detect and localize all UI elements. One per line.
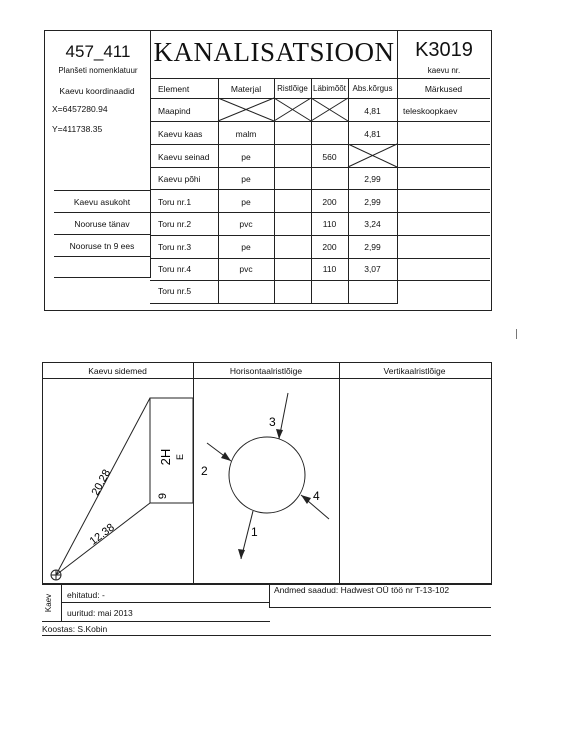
- row-material: pe: [241, 152, 251, 162]
- row-abs: 4,81: [364, 106, 381, 116]
- col-header-cross-section: Ristlõige: [277, 84, 308, 93]
- footer-top-line: [42, 583, 491, 584]
- well-circle: [229, 437, 305, 513]
- author: Koostas: S.Kobin: [42, 624, 108, 634]
- building-side-label: 9: [157, 492, 169, 500]
- row-element: Kaevu põhi: [158, 174, 201, 184]
- row-diameter: 200: [322, 242, 337, 252]
- row-element: Toru nr.1: [158, 197, 192, 207]
- section-vertical-title: Vertikaalristlõige: [383, 366, 446, 376]
- location-line-4: [54, 277, 150, 278]
- row-diameter: 110: [322, 219, 337, 229]
- row-notes: teleskoopkaev: [403, 106, 458, 116]
- nomenclature-label: Planšeti nomenklatuur: [58, 66, 138, 75]
- coord-y: Y=411738.35: [52, 124, 103, 134]
- row-abs: 3,24: [364, 219, 381, 229]
- pipe-label-3: 3: [269, 415, 276, 429]
- coord-x: X=6457280.94: [52, 104, 108, 114]
- location-line-2: [54, 234, 150, 235]
- pipe-3-arrow-icon: [276, 429, 283, 439]
- row-material: pvc: [239, 219, 253, 229]
- scan-mark: [516, 329, 517, 339]
- row-element: Toru nr.3: [158, 242, 192, 252]
- row-element: Maapind: [158, 106, 191, 116]
- row-material: pe: [241, 197, 251, 207]
- location-street: Nooruse tänav: [74, 219, 130, 229]
- location-label: Kaevu asukoht: [73, 197, 131, 207]
- row-abs: 2,99: [364, 242, 381, 252]
- col-header-abs-height: Abs.kõrgus: [352, 84, 393, 93]
- built-date: ehitatud: -: [67, 590, 105, 600]
- location-line-3: [54, 256, 150, 257]
- location-top-line: [54, 190, 150, 191]
- row-element: Toru nr.2: [158, 219, 192, 229]
- footer-divider: [269, 583, 270, 607]
- section-ties-title: Kaevu sidemed: [88, 366, 147, 376]
- section-divider-2: [339, 362, 340, 584]
- tie-distance-bottom: 12.38: [87, 521, 117, 548]
- col-header-notes: Märkused: [424, 84, 463, 94]
- col-header-material: Materjal: [230, 84, 262, 94]
- row-abs: 3,07: [364, 264, 381, 274]
- section-horizontal-title: Horisontaalristlõige: [229, 366, 303, 376]
- pipe-label-1: 1: [251, 525, 258, 539]
- well-number-label: kaevu nr.: [427, 66, 461, 75]
- row-abs: 4,81: [364, 129, 381, 139]
- page-title: KANALISATSIOON: [153, 37, 395, 67]
- pipe-label-4: 4: [313, 489, 320, 503]
- row-element: Kaevu seinad: [158, 152, 210, 162]
- footer-right-line: [269, 607, 491, 608]
- row-diameter: 200: [322, 197, 337, 207]
- row-abs: 2,99: [364, 174, 381, 184]
- coords-label: Kaevu koordinaadid: [59, 86, 135, 96]
- side-label-kaev: Kaev: [44, 593, 54, 613]
- data-source: Andmed saadud: Hadwest OÜ töö nr T-13-102: [274, 585, 450, 595]
- well-number: K3019: [415, 39, 473, 61]
- pipe-2-arrow-icon: [221, 452, 231, 461]
- footer-mid-line: [61, 602, 270, 603]
- location-detail: Nooruse tn 9 ees: [69, 241, 135, 251]
- author-line: [42, 635, 491, 636]
- nomenclature-value: 457_411: [65, 42, 131, 61]
- row-material: pe: [241, 242, 251, 252]
- surveyed-date: uuritud: mai 2013: [67, 608, 133, 618]
- row-element: Toru nr.4: [158, 264, 192, 274]
- row-abs: 2,99: [364, 197, 381, 207]
- footer-bottom-line: [42, 621, 270, 622]
- building-label: 2H: [158, 448, 173, 466]
- row-diameter: 110: [322, 264, 337, 274]
- pipe-1-arrow-icon: [238, 549, 245, 559]
- row-diameter: 560: [322, 152, 337, 162]
- col-header-element: Element: [158, 84, 190, 94]
- row-material: pvc: [239, 264, 253, 274]
- row-element: Kaevu kaas: [158, 129, 203, 139]
- pipe-label-2: 2: [201, 464, 208, 478]
- tie-distance-top: 20.28: [89, 467, 114, 498]
- footer-side-divider: [61, 583, 62, 622]
- building-sublabel: E: [175, 453, 185, 461]
- row-material: malm: [235, 129, 257, 139]
- location-line-1: [54, 212, 150, 213]
- row-element: Toru nr.5: [158, 286, 192, 296]
- ties-drawing: [42, 379, 193, 584]
- col-header-diameter: Läbimõõt: [313, 84, 346, 93]
- horizontal-section-drawing: [193, 379, 339, 584]
- row-material: pe: [241, 174, 251, 184]
